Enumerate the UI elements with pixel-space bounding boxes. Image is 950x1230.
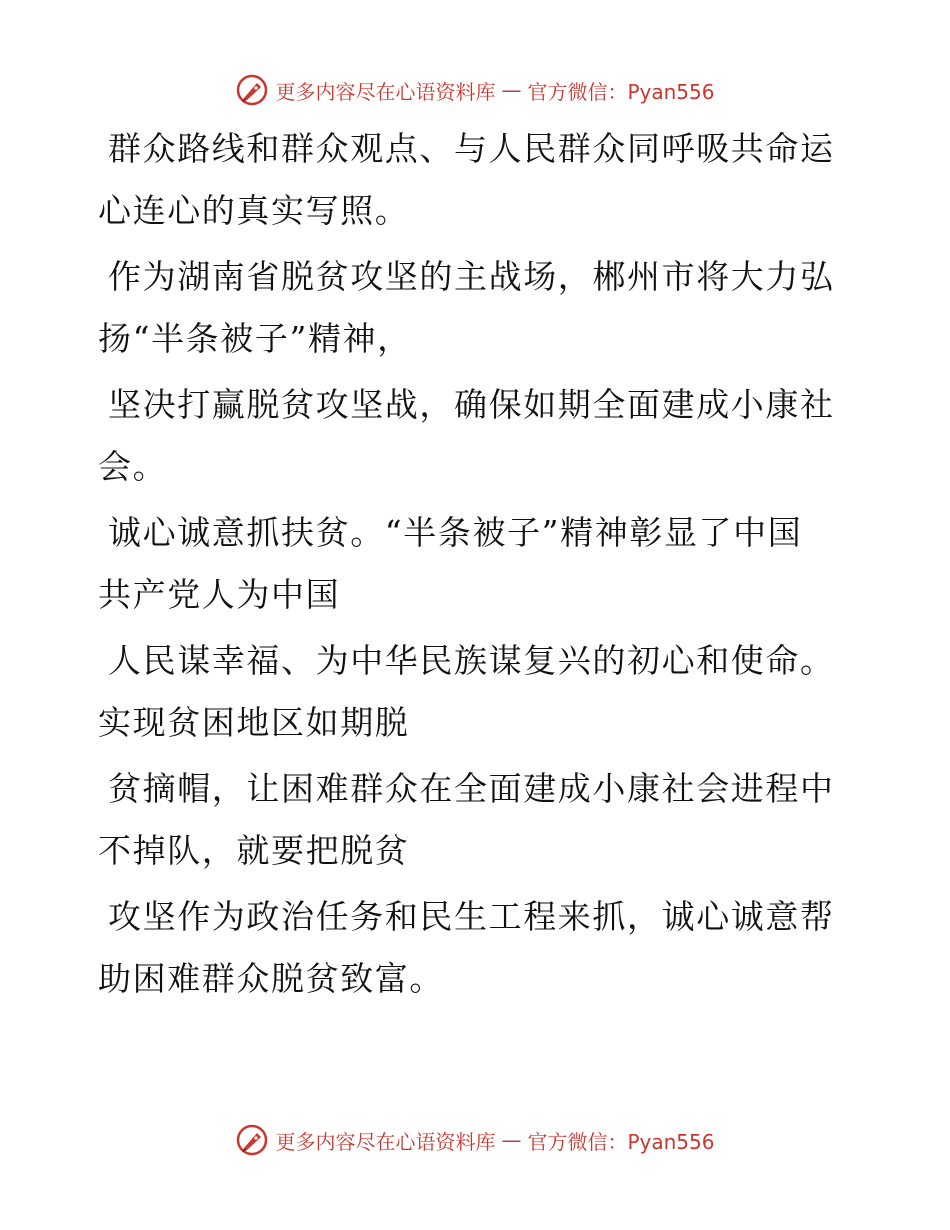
paragraph-line: 实现贫困地区如期脱 xyxy=(98,703,410,742)
paragraph-line: 作为湖南省脱贫攻坚的主战场，郴州市将大力弘 xyxy=(108,257,835,296)
paragraph-line: 群众路线和群众观点、与人民群众同呼吸共命运 xyxy=(108,129,835,168)
footer-title: 更多内容尽在心语资料库 xyxy=(275,1129,496,1154)
paragraph-line: 助困难群众脱贫致富。 xyxy=(98,959,444,998)
header-separator: — xyxy=(501,78,522,102)
header-banner xyxy=(0,70,950,110)
paragraph-7 xyxy=(98,886,838,1010)
header-title: 更多内容尽在心语资料库 xyxy=(275,79,496,104)
footer-wechat: 官方微信：Pyan556 xyxy=(527,1129,715,1154)
paragraph-line: 贫摘帽，让困难群众在全面建成小康社会进程中 xyxy=(108,769,835,808)
pen-nib-logo-icon xyxy=(235,1123,269,1157)
paragraph-line: 会。 xyxy=(98,447,168,486)
paragraph-2 xyxy=(98,246,838,370)
paragraph-line: 心连心的真实写照。 xyxy=(98,191,410,230)
pen-nib-logo-icon xyxy=(235,73,269,107)
paragraph-line: 诚心诚意抓扶贫。“半条被子”精神彰显了中国 xyxy=(108,513,803,552)
paragraph-line: 攻坚作为政治任务和民生工程来抓，诚心诚意帮 xyxy=(108,897,835,936)
paragraph-4 xyxy=(98,502,838,626)
paragraph-3 xyxy=(98,374,838,498)
paragraph-line: 扬“半条被子”精神， xyxy=(98,319,412,358)
document-body xyxy=(98,118,838,1014)
paragraph-line: 不掉队，就要把脱贫 xyxy=(98,831,410,870)
footer-banner xyxy=(0,1120,950,1160)
header-wechat: 官方微信：Pyan556 xyxy=(527,79,715,104)
paragraph-6 xyxy=(98,758,838,882)
paragraph-1 xyxy=(98,118,838,242)
footer-separator: — xyxy=(501,1128,522,1152)
paragraph-line: 坚决打赢脱贫攻坚战，确保如期全面建成小康社 xyxy=(108,385,835,424)
paragraph-line: 人民谋幸福、为中华民族谋复兴的初心和使命。 xyxy=(108,641,835,680)
paragraph-line: 共产党人为中国 xyxy=(98,575,341,614)
paragraph-5 xyxy=(98,630,838,754)
